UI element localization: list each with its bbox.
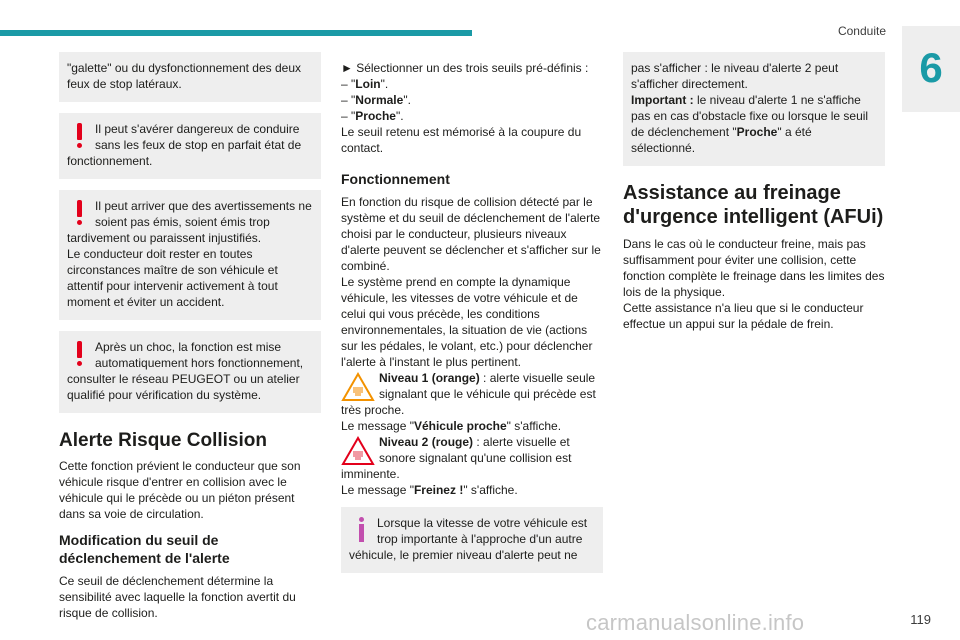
- message-suffix: " s'affiche.: [463, 483, 518, 497]
- option-value: Proche: [355, 109, 396, 123]
- exclamation-icon: [73, 198, 87, 228]
- info-continued-text: pas s'afficher : le niveau d'alerte 2 peut s'afficher directement.: [631, 61, 839, 91]
- note-box-continued: [59, 52, 321, 102]
- threshold-value: Proche: [736, 125, 778, 139]
- watermark: carmanualsonline.info: [586, 610, 805, 635]
- column-right: [623, 52, 885, 332]
- warning-text: Il peut s'avérer dangereux de conduire sans les feux de stop en parfait état de fonctionnement.: [67, 122, 302, 168]
- chapter-tab: [902, 26, 960, 112]
- important-text: le niveau d'alerte 1 ne s'affiche pas en cas d'obstacle fixe ou lorsque le seuil de déclenchement ": [631, 93, 869, 139]
- option-dash: – ": [341, 93, 356, 107]
- column-middle: [341, 60, 603, 584]
- important-note: [631, 92, 877, 156]
- message-value: Freinez !: [413, 483, 464, 497]
- subsection-text: Ce seuil de déclenchement détermine la sensibilité avec laquelle la fonction avertit du risque de collision.: [59, 574, 296, 620]
- column-left: [59, 52, 321, 621]
- message-value: Véhicule proche: [413, 419, 507, 433]
- section-header-title: Conduite: [837, 24, 886, 38]
- orange-collision-triangle-icon: [341, 372, 375, 402]
- chapter-number: 6: [919, 44, 943, 91]
- important-label: Important :: [631, 93, 694, 107]
- operation-paragraph-2: Le système prend en compte la dynamique véhicule, les vitesses de votre véhicule et de celui qui vous précède, les conditions environnementales, la situation de vie (actions sur les pédales, le volant, etc.) pour déclencher l'alerte à l'instant le plus pertinent.: [341, 275, 593, 369]
- option-item: [341, 108, 603, 124]
- alert-level-1: [341, 370, 603, 418]
- memorised-note: Le seuil retenu est mémorisé à la coupure du contact.: [341, 125, 582, 155]
- warning-text: Le conducteur doit rester en toutes circonstances maître de son véhicule et attentif pour intervenir activement à tout moment et éviter un accident.: [67, 247, 278, 309]
- warning-box-brake-lights: [59, 113, 321, 179]
- option-dash: – ": [341, 77, 356, 91]
- level1-text: : alerte visuelle seule signalant que le véhicule qui précède est très proche.: [341, 371, 596, 417]
- option-end: ".: [380, 77, 389, 91]
- red-collision-triangle-icon: [341, 436, 375, 466]
- afui-paragraph-2: Cette assistance n'a lieu que si le conducteur effectue un appui sur la pédale de frein.: [623, 301, 864, 331]
- info-box-speed: [341, 507, 603, 573]
- exclamation-icon: [73, 121, 87, 151]
- level2-text: : alerte visuelle et sonore signalant qu'une collision est imminente.: [341, 435, 572, 481]
- message-prefix: Le message ": [341, 483, 414, 497]
- option-value: Loin: [355, 77, 381, 91]
- option-item: [341, 76, 603, 92]
- info-box-continued: [623, 52, 885, 166]
- option-end: ".: [403, 93, 411, 107]
- option-dash: – ": [341, 109, 356, 123]
- level2-message: [341, 482, 603, 498]
- message-suffix: " s'affiche.: [506, 419, 562, 433]
- option-end: ".: [395, 109, 404, 123]
- warning-box-alerts: [59, 190, 321, 320]
- warning-box-impact: [59, 331, 321, 413]
- section-title-afui: Assistance au freinage d'urgence intelligent (AFUi): [623, 182, 884, 228]
- subsection-title-threshold: Modification du seuil de déclenchement de l'alerte: [59, 532, 230, 566]
- page-number: 119: [910, 612, 931, 627]
- level2-description: [341, 434, 603, 482]
- warning-text: Après un choc, la fonction est mise automatiquement hors fonctionnement, consulter le réseau PEUGEOT ou un atelier qualifié pour vérification du système.: [67, 340, 304, 402]
- header-accent-bar: [0, 30, 472, 36]
- alert-level-2: [341, 434, 603, 482]
- level1-label: Niveau 1 (orange): [379, 371, 480, 385]
- afui-paragraph-1: Dans le cas où le conducteur freine, mais pas suffisamment pour éviter une collision, cette fonction complète le freinage dans les limites des lois de la physique.: [623, 237, 885, 299]
- level1-message: [341, 418, 603, 434]
- subsection-title-operation: Fonctionnement: [341, 171, 450, 187]
- message-prefix: Le message ": [341, 419, 414, 433]
- section-title-collision-alert: Alerte Risque Collision: [59, 430, 267, 451]
- section-intro: Cette fonction prévient le conducteur que son véhicule risque d'entrer en collision avec le véhicule qui le précède ou un piéton présent dans sa voie de circulation.: [59, 459, 301, 521]
- warning-text: Il peut arriver que des avertissements ne soient pas émis, soient émis trop tardivement ou paraissent injustifiés.: [67, 199, 312, 245]
- note-text: "galette" ou du dysfonctionnement des deux feux de stop latéraux.: [67, 61, 302, 91]
- info-text: Lorsque la vitesse de votre véhicule est trop importante à l'approche d'un autre véhicule, le premier niveau d'alerte peut ne: [349, 516, 588, 562]
- option-value: Normale: [355, 93, 404, 107]
- level2-label: Niveau 2 (rouge): [379, 435, 474, 449]
- option-item: [341, 92, 603, 108]
- operation-paragraph-1: En fonction du risque de collision détecté par le système et du seuil de déclenchement de l'alerte choisi par le conducteur, plusieurs niveaux d'alerte peuvent se déclencher et s'afficher sur le combiné.: [341, 195, 601, 273]
- select-instruction: ► Sélectionner un des trois seuils pré-définis :: [341, 61, 589, 75]
- level1-description: [341, 370, 603, 418]
- important-text-end: " a été sélectionné.: [631, 125, 812, 155]
- info-icon: [355, 515, 369, 545]
- exclamation-icon: [73, 339, 87, 369]
